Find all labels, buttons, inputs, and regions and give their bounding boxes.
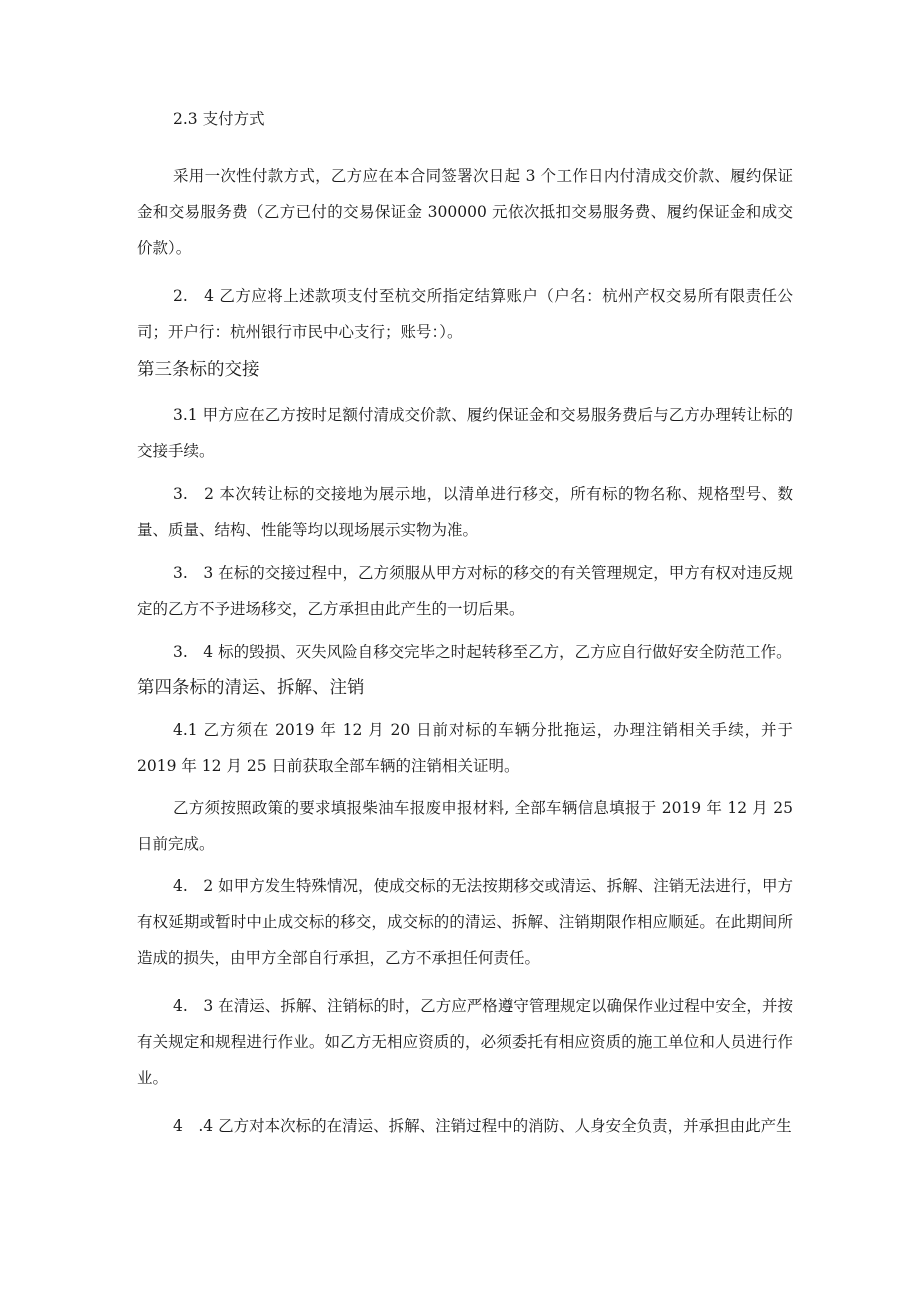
article-3-heading: 第三条标的交接	[137, 360, 260, 380]
article-3-paragraph-2: 3. 2 本次转让标的交接地为展示地，以清单进行移交，所有标的物名称、规格型号、数量、质量、结构、性能等均以现场展示实物为准。	[137, 485, 793, 539]
article-4-paragraph-2: 4. 2 如甲方发生特殊情况，使成交标的无法按期移交或清运、拆解、注销无法进行，甲方有权延期或暂时中止成交标的移交，成交标的的清运、拆解、注销期限作相应顺延。在此期间所造成的损失，由甲方全部自行承担，乙方不承担任何责任。	[137, 877, 793, 967]
article-4-paragraph-3: 4. 3 在清运、拆解、注销标的时，乙方应严格遵守管理规定以确保作业过程中安全，并按有关规定和规程进行作业。如乙方无相应资质的，必须委托有相应资质的施工单位和人员进行作业。	[137, 997, 793, 1087]
article-4-paragraph-1b: 乙方须按照政策的要求填报柴油车报废申报材料, 全部车辆信息填报于 2019 年 12 月 25 日前完成。	[137, 799, 798, 853]
article-4-heading: 第四条标的清运、拆解、注销	[137, 678, 365, 698]
article-3-paragraph-1: 3.1 甲方应在乙方按时足额付清成交价款、履约保证金和交易服务费后与乙方办理转让标的交接手续。	[137, 406, 793, 460]
section-2-3-body: 采用一次性付款方式，乙方应在本合同签署次日起 3 个工作日内付清成交价款、履约保证金和交易服务费（乙方已付的交易保证金 300000 元依次抵扣交易服务费、履约保证金和成交价款）。	[137, 167, 793, 257]
article-3-paragraph-4: 3. 4 标的毁损、灭失风险自移交完毕之时起转移至乙方，乙方应自行做好安全防范工作。	[173, 643, 792, 661]
section-2-4-body: 2. 4 乙方应将上述款项支付至杭交所指定结算账户（户名：杭州产权交易所有限责任公司；开户行：杭州银行市民中心支行；账号：）。	[137, 287, 793, 341]
article-4-paragraph-4: 4 .4 乙方对本次标的在清运、拆解、注销过程中的消防、人身安全负责，并承担由此产生	[173, 1117, 792, 1135]
section-2-3-title: 2.3 支付方式	[173, 110, 265, 128]
article-4-paragraph-1: 4.1 乙方须在 2019 年 12 月 20 日前对标的车辆分批拖运，办理注销相关手续，并于 2019 年 12 月 25 日前获取全部车辆的注销相关证明。	[137, 721, 798, 775]
article-3-paragraph-3: 3. 3 在标的交接过程中，乙方须服从甲方对标的移交的有关管理规定，甲方有权对违反规定的乙方不予进场移交，乙方承担由此产生的一切后果。	[137, 564, 793, 618]
